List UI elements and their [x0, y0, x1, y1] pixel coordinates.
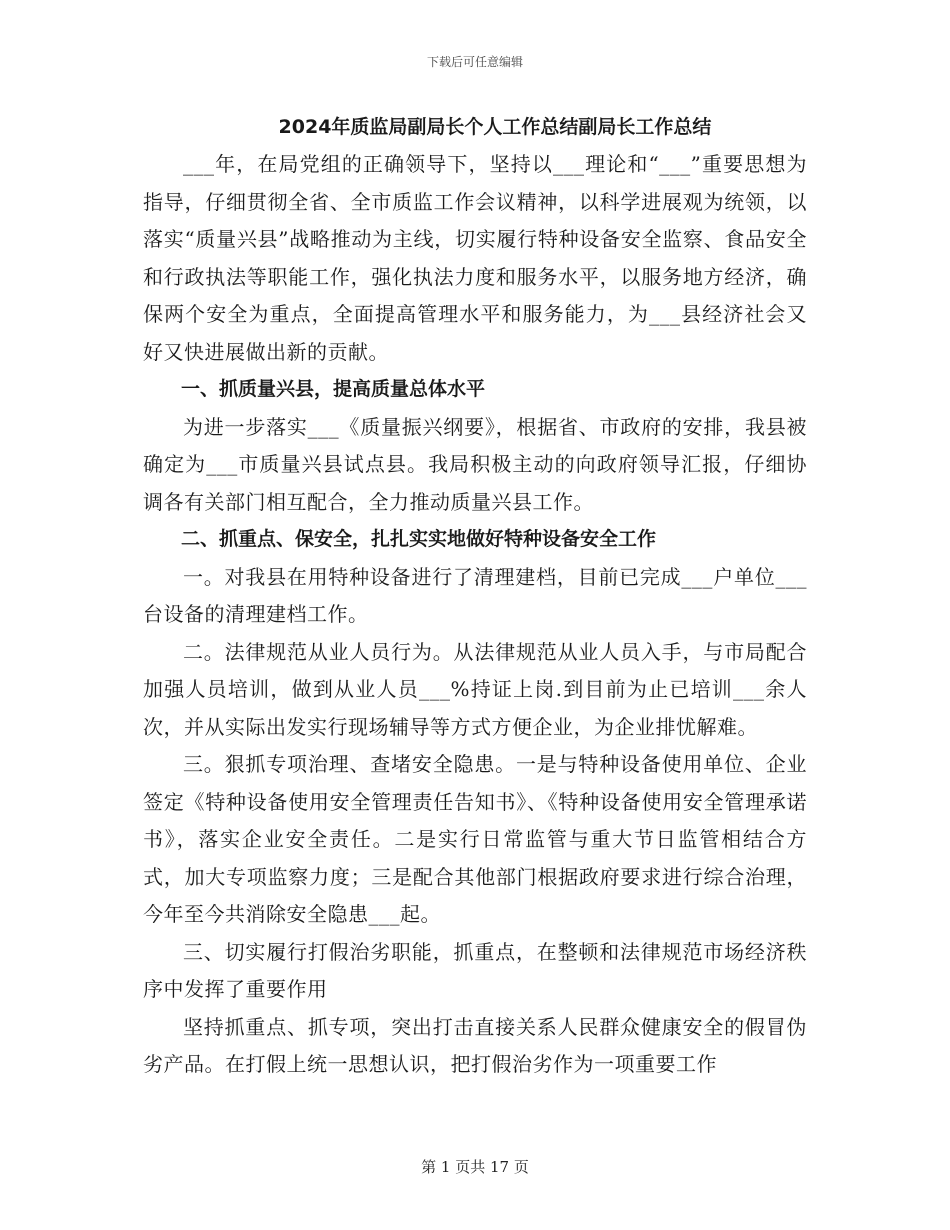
paragraph-item-1: 一。对我县在用特种设备进行了清理建档，目前已完成___户单位___台设备的清理建档工作。 — [143, 564, 807, 626]
paragraph-item-3: 三。狠抓专项治理、查堵安全隐患。一是与特种设备使用单位、企业签定《特种设备使用安全管理责任告知书》、《特种设备使用安全管理承诺书》，落实企业安全责任。二是实行日常监管与重大节日监管相结合方式，加大专项监察力度；三是配合其他部门根据政府要求进行综合治理，今年至今共消除安全隐患___起。 — [143, 752, 807, 926]
document-title: 2024年质监局副局长个人工作总结副局长工作总结 — [278, 116, 712, 138]
section-heading-1: 一、抓质量兴县，提高质量总体水平 — [181, 378, 486, 400]
paragraph-section-3: 三、切实履行打假治劣职能，抓重点，在整顿和法律规范市场经济秩序中发挥了重要作用 — [143, 939, 807, 1001]
header-note: 下载后可任意编辑 — [426, 55, 523, 69]
document-body — [143, 112, 807, 1084]
paragraph-intro: ___年，在局党组的正确领导下，坚持以___理论和“___”重要思想为指导，仔细贯彻全省、全市质监工作会议精神，以科学进展观为统领，以落实“质量兴县”战略推动为主线，切实履行特种设备安全监察、食品安全和行政执法等职能工作，强化执法力度和服务水平，以服务地方经济，确保两个安全为重点，全面提高管理水平和服务能力，为___县经济社会又好又快进展做出新的贡献。 — [143, 152, 807, 364]
paragraph-anti-counterfeit: 坚持抓重点、抓专项，突出打击直接关系人民群众健康安全的假冒伪劣产品。在打假上统一思想认识，把打假治劣作为一项重要工作 — [143, 1014, 807, 1076]
paragraph-quality: 为进一步落实___《质量振兴纲要》，根据省、市政府的安排，我县被确定为___市质量兴县试点县。我局积极主动的向政府领导汇报，仔细协调各有关部门相互配合，全力推动质量兴县工作。 — [143, 414, 807, 514]
page-number: 第 1 页共 17 页 — [421, 1158, 529, 1176]
section-heading-2: 二、抓重点、保安全，扎扎实实地做好特种设备安全工作 — [181, 528, 657, 550]
paragraph-item-2: 二。法律规范从业人员行为。从法律规范从业人员入手，与市局配合加强人员培训，做到从业人员___%持证上岗.到目前为止已培训___余人次，并从实际出发实行现场辅导等方式方便企业，为企业排忧解难。 — [143, 639, 807, 739]
